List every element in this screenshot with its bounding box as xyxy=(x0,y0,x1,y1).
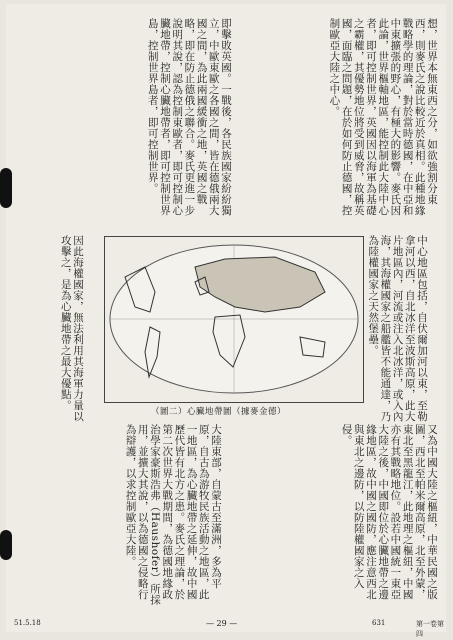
paragraph: 中心地區包括，自伏爾加河以東，至勒拿河以西，自北冰洋至波斯高原，此大片地區內，河流或注入北冰洋，或入內海，其海權國家之船艦皆不能通達，乃為陸權國家之天然堡壘。 xyxy=(367,235,428,422)
text-column-bottom-right xyxy=(238,424,438,609)
page-number: — 29 — xyxy=(206,619,238,628)
binding-hole-mark xyxy=(0,530,12,560)
footer-date: 51.5.18 xyxy=(14,619,41,627)
document-page xyxy=(6,4,446,638)
folio-number: 631 xyxy=(372,619,386,627)
paragraph: 又為中國大陸之樞紐，中華民國之版圖，西北至帕米爾高原，北至外蒙，東北至黑龍江，此地理之樞紐，中國亦有其戰略地位。設若中國統一東亞大陸之後，中國即位於心臟地帶之邊緣地區，故中國之國防，應注意西北與東北之邊防，以防陸權國家之入侵。 xyxy=(340,424,438,600)
paragraph: 即擊敗英國。一戰後，各民族國家紛紛獨立，中歐東歐之各國之間，皆在德俄兩大國之間，為此兩國緩衝之地，英國之戰略，即在防止德俄之聯合。麥氏更進一步說明其說，認為控制東歐者，即可控制心臟地帶，控制心臟地帶者，即可控制世界島，控制世界島者，即可控制世界。 xyxy=(146,18,232,216)
text-column-top-right xyxy=(233,18,438,223)
binding-hole-mark xyxy=(0,168,12,208)
text-column-bottom-left xyxy=(22,424,222,609)
text-column-top-left xyxy=(62,18,232,223)
paragraph: 想，世界本無東西之分，如欲強割分東西，則麥氏之說比較近於真相。此種地緣戰略學的理論，對於當時德國，在中亞和中東擴張的野心，有極大的影響。麥氏因此論，世界樞軸地區，能控制此大陸中心者，即可控制世界，英國因以海軍為基礎之霸權，其優勢地位將受到威脅，故稱英國，面臨之問題，在於如何防止德國，控制歐亞大陸之中心。 xyxy=(328,18,438,216)
heartland-map xyxy=(104,236,364,403)
world-map-illustration xyxy=(105,237,363,402)
text-column-mid-left xyxy=(24,235,84,423)
journal-issue: 第一卷第四 xyxy=(416,620,444,638)
paragraph: 大陸東部，自蒙古至滿洲，多為平原，自古為游牧民族活動之地區，此一地區，為心臟地帶之延伸，故中國歷代皆有北方之患。麥氏之理論，於第二次世界大戰期間，為德國地緣政治學家豪斯浩弗（Haushofer）所採用，並擴大其說，以為德國之侵略行為辯護，以求控制歐亞大陸。 xyxy=(124,424,222,606)
paragraph: 因此海權國家，無法利用其海軍力量以攻擊之，是為心臟地帶之最大優點。 xyxy=(59,235,84,422)
map-caption: （圖二）心臟地帶圖（據麥金德） xyxy=(151,407,287,417)
